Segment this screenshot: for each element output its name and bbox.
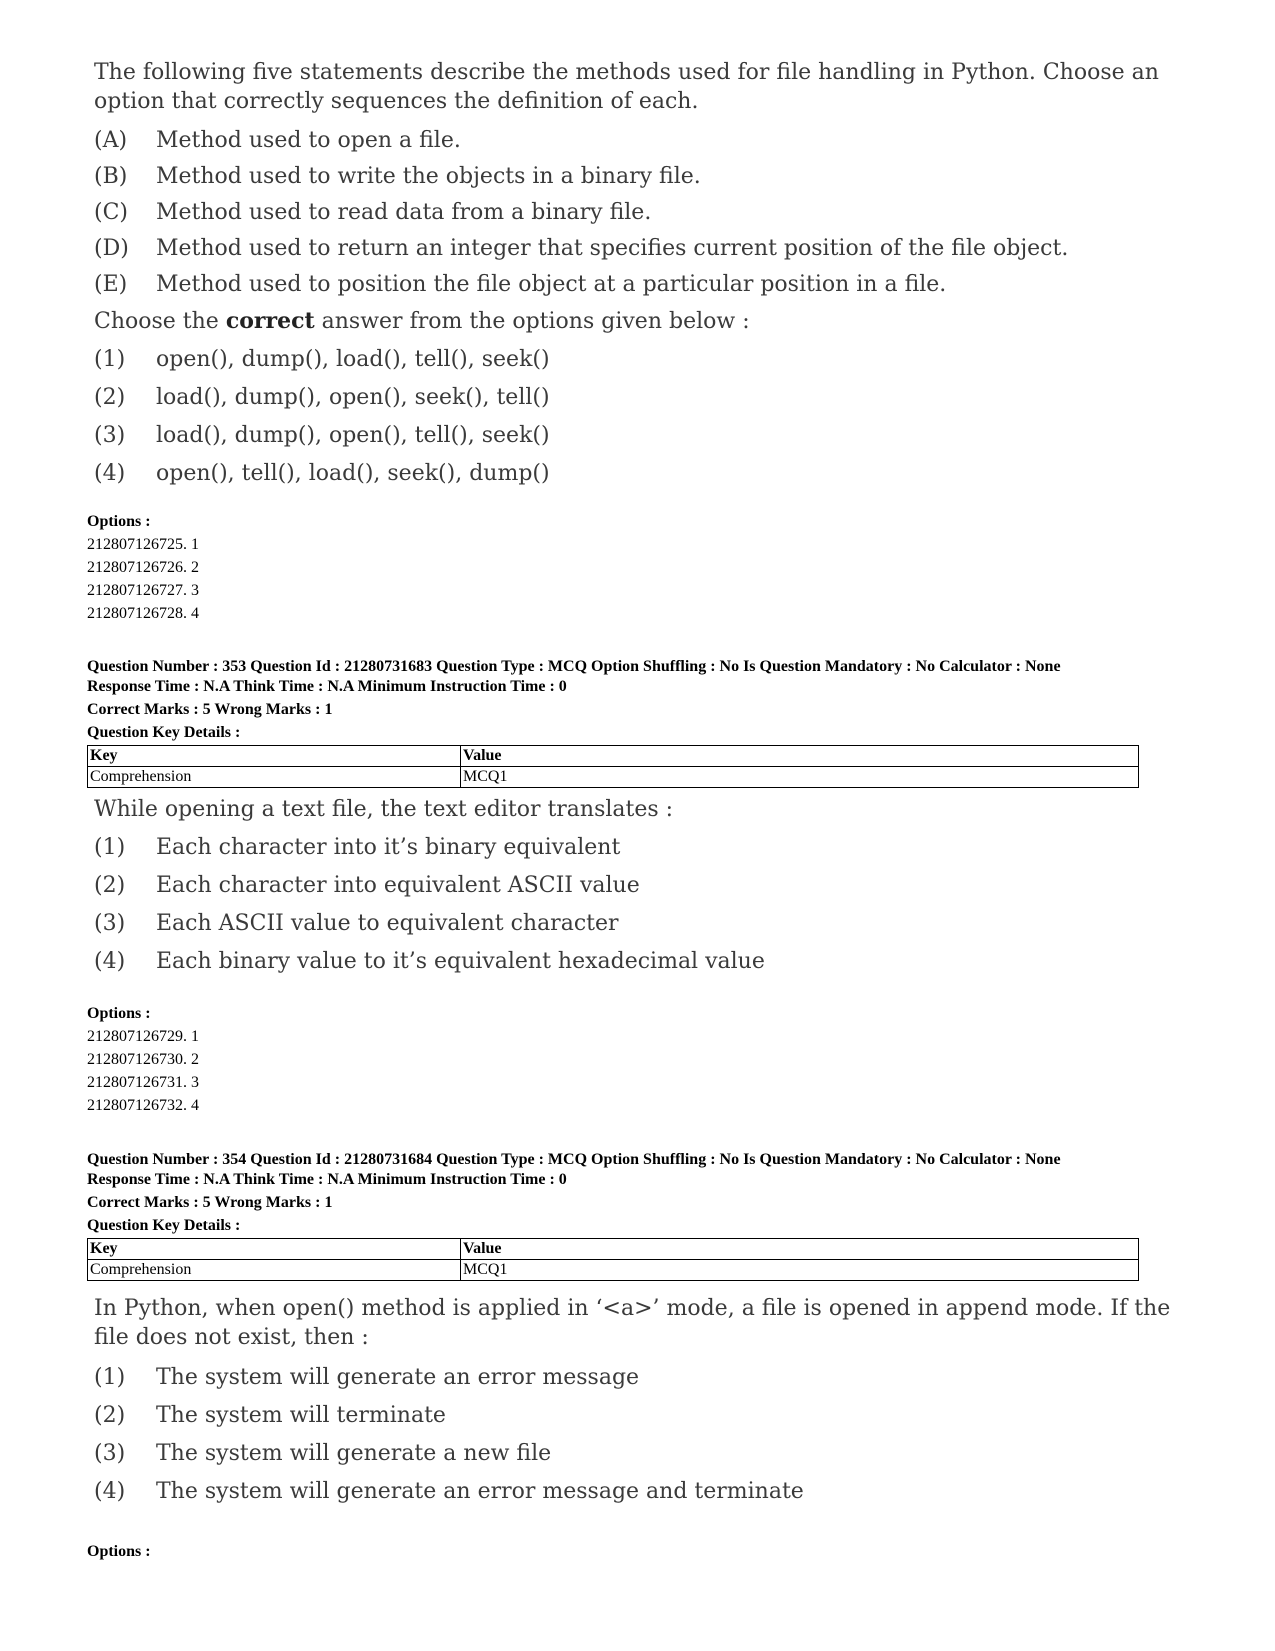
question-353-meta — [87, 657, 1187, 743]
choice-item: (1) open(), dump(), load(), tell(), seek() — [94, 346, 550, 372]
cell-value: MCQ1 — [461, 1260, 1139, 1281]
question-header: Question Number : 354 Question Id : 21280731684 Question Type : MCQ Option Shuffling : No Is Question Mandatory : No Calculator : None — [87, 1151, 1061, 1168]
cell-value: MCQ1 — [461, 767, 1139, 788]
header-value: Value — [461, 1239, 1139, 1260]
header-value: Value — [461, 746, 1139, 767]
option-id: 212807126728. 4 — [87, 605, 199, 622]
header-key: Key — [88, 1239, 461, 1260]
question-352-scan — [94, 58, 1194, 492]
statement-item: (A) Method used to open a file. — [94, 127, 461, 153]
options-list — [87, 1002, 199, 1117]
options-list — [87, 510, 199, 625]
question-header: Question Number : 353 Question Id : 21280731683 Question Type : MCQ Option Shuffling : No Is Question Mandatory : No Calculator : None — [87, 658, 1061, 675]
statement-item: (B) Method used to write the objects in a binary file. — [94, 163, 701, 189]
key-details-label: Question Key Details : — [87, 1217, 241, 1234]
statement-item: (D) Method used to return an integer that specifies current position of the file object. — [94, 235, 1069, 261]
question-stem: While opening a text file, the text editor translates : — [94, 797, 674, 822]
table-row — [88, 767, 1139, 788]
options-title: Options : — [87, 1005, 151, 1022]
statement-item: (E) Method used to position the file object at a particular position in a file. — [94, 271, 947, 297]
timing-info: Response Time : N.A Think Time : N.A Minimum Instruction Time : 0 — [87, 678, 567, 695]
choice-item: (2) The system will terminate — [94, 1402, 446, 1428]
option-id: 212807126727. 3 — [87, 582, 199, 599]
header-key: Key — [88, 746, 461, 767]
question-stem: The following five statements describe the methods used for file handling in Python. Choose an option that correctly sequences the definition of each. — [94, 60, 1159, 114]
choice-item: (1) The system will generate an error message — [94, 1364, 640, 1390]
table-row — [88, 1260, 1139, 1281]
choice-item: (2) load(), dump(), open(), seek(), tell() — [94, 384, 550, 410]
choice-item: (3) The system will generate a new file — [94, 1440, 552, 1466]
choice-item: (4) Each binary value to it’s equivalent hexadecimal value — [94, 948, 765, 974]
marks-info: Correct Marks : 5 Wrong Marks : 1 — [87, 701, 333, 718]
table-header-row — [88, 1239, 1139, 1260]
option-id: 212807126726. 2 — [87, 559, 199, 576]
timing-info: Response Time : N.A Think Time : N.A Minimum Instruction Time : 0 — [87, 1171, 567, 1188]
option-id: 212807126730. 2 — [87, 1051, 199, 1068]
key-details-label: Question Key Details : — [87, 724, 241, 741]
cell-key: Comprehension — [88, 1260, 461, 1281]
choice-item: (2) Each character into equivalent ASCII value — [94, 872, 640, 898]
answer-instruction: Choose the correct answer from the options given below : — [94, 308, 750, 334]
key-details-table — [87, 745, 1139, 788]
choice-item: (4) The system will generate an error message and terminate — [94, 1478, 804, 1504]
key-details-table — [87, 1238, 1139, 1281]
choice-item: (3) Each ASCII value to equivalent character — [94, 910, 619, 936]
question-354-scan — [94, 1294, 1194, 1510]
options-list — [87, 1540, 151, 1563]
option-id: 212807126731. 3 — [87, 1074, 199, 1091]
options-title: Options : — [87, 1543, 151, 1560]
option-id: 212807126732. 4 — [87, 1097, 199, 1114]
marks-info: Correct Marks : 5 Wrong Marks : 1 — [87, 1194, 333, 1211]
option-id: 212807126729. 1 — [87, 1028, 199, 1045]
choice-item: (4) open(), tell(), load(), seek(), dump() — [94, 460, 550, 486]
cell-key: Comprehension — [88, 767, 461, 788]
choice-item: (3) load(), dump(), open(), tell(), seek() — [94, 422, 550, 448]
table-header-row — [88, 746, 1139, 767]
option-id: 212807126725. 1 — [87, 536, 199, 553]
choice-item: (1) Each character into it’s binary equivalent — [94, 834, 621, 860]
question-354-meta — [87, 1150, 1187, 1236]
options-title: Options : — [87, 513, 151, 530]
statement-item: (C) Method used to read data from a binary file. — [94, 199, 652, 225]
question-353-scan — [94, 795, 1194, 980]
question-stem: In Python, when open() method is applied in ‘<a>’ mode, a file is opened in append mode. If the file does not exist, then : — [94, 1296, 1171, 1350]
